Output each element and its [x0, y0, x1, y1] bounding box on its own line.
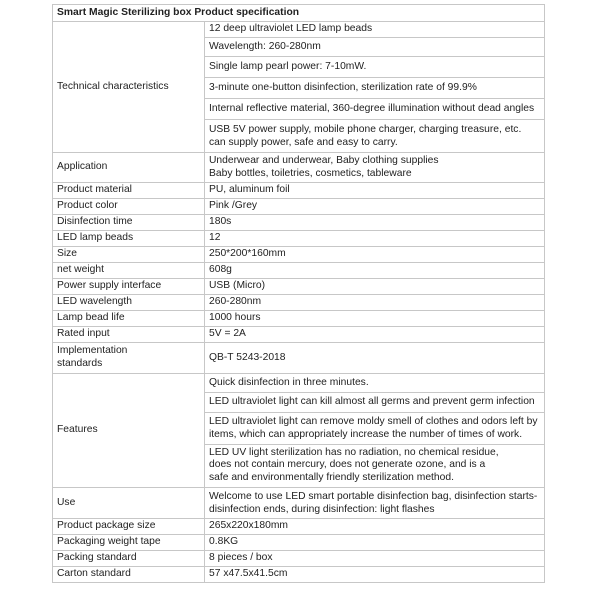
row-value: USB (Micro) [205, 279, 545, 295]
row-label: net weight [53, 263, 205, 279]
row-label: LED wavelength [53, 295, 205, 311]
row-value: 250*200*160mm [205, 247, 545, 263]
features-label: Features [53, 374, 205, 488]
table-row [53, 311, 545, 327]
features-values [205, 374, 545, 488]
table-row [53, 231, 545, 247]
features-value: Quick disinfection in three minutes. [209, 376, 369, 388]
table-row [53, 263, 545, 279]
row-value: PU, aluminum foil [205, 183, 545, 199]
row-application [53, 153, 545, 183]
table-row [53, 327, 545, 343]
table-row [53, 199, 545, 215]
row-value: Pink /Grey [205, 199, 545, 215]
features-value: LED ultraviolet light can remove moldy smell of clothes and odors left by items, which can appropriately increase the number of times of work. [205, 412, 544, 444]
row-value: 5V = 2A [205, 327, 545, 343]
row-value: 8 pieces / box [205, 551, 545, 567]
row-label: LED lamp beads [53, 231, 205, 247]
application-values [205, 153, 545, 183]
use-label: Use [53, 488, 205, 519]
technical-value: 3-minute one-button disinfection, sterilization rate of 99.9% [205, 77, 544, 98]
row-label: Packaging weight tape [53, 535, 205, 551]
application-value: Underwear and underwear, Baby clothing supplies [209, 154, 439, 166]
technical-label: Technical characteristics [53, 22, 205, 153]
row-label: Disinfection time [53, 215, 205, 231]
application-label: Application [53, 153, 205, 183]
row-use [53, 488, 545, 519]
table-row [53, 567, 545, 583]
table-row [53, 519, 545, 535]
row-label: Carton standard [53, 567, 205, 583]
row-label: Product package size [53, 519, 205, 535]
table-row [53, 295, 545, 311]
row-value: 608g [205, 263, 545, 279]
technical-value: 12 deep ultraviolet LED lamp beads [209, 23, 373, 34]
features-value: LED ultraviolet light can kill almost all germs and prevent germ infection [205, 392, 544, 412]
spec-table [52, 4, 545, 583]
technical-value: Wavelength: 260-280nm [205, 37, 544, 56]
technical-value: USB 5V power supply, mobile phone charger, charging treasure, etc. can supply power, safe and easy to carry. [205, 119, 544, 152]
technical-value: Internal reflective material, 360-degree illumination without dead angles [205, 98, 544, 119]
implementation-value: QB-T 5243-2018 [205, 343, 545, 374]
row-implementation [53, 343, 545, 374]
row-value: 260-280nm [205, 295, 545, 311]
row-value: 57 x47.5x41.5cm [205, 567, 545, 583]
row-label: Rated input [53, 327, 205, 343]
table-row [53, 215, 545, 231]
row-value: 1000 hours [205, 311, 545, 327]
row-label: Size [53, 247, 205, 263]
row-label: Product material [53, 183, 205, 199]
table-row [53, 535, 545, 551]
row-features [53, 374, 545, 488]
application-value: Baby bottles, toiletries, cosmetics, tableware [209, 167, 412, 179]
row-value: 12 [205, 231, 545, 247]
table-row [53, 551, 545, 567]
implementation-label: Implementation standards [53, 343, 205, 374]
title-row [53, 5, 545, 22]
table-row [53, 279, 545, 295]
row-label: Power supply interface [53, 279, 205, 295]
row-label: Product color [53, 199, 205, 215]
technical-value: Single lamp pearl power: 7-10mW. [205, 56, 544, 77]
use-value: Welcome to use LED smart portable disinfection bag, disinfection starts- disinfection ends, during disinfection: light flashes [205, 488, 545, 519]
table-row [53, 247, 545, 263]
row-value: 180s [205, 215, 545, 231]
table-title: Smart Magic Sterilizing box Product specification [53, 5, 545, 22]
row-value: 265x220x180mm [205, 519, 545, 535]
row-technical [53, 22, 545, 153]
technical-values [205, 22, 545, 153]
row-value: 0.8KG [205, 535, 545, 551]
features-value: LED UV light sterilization has no radiation, no chemical residue, does not contain mercury, does not generate ozone, and is a safe and environmentally friendly sterilization method. [205, 444, 544, 487]
table-row [53, 183, 545, 199]
row-label: Packing standard [53, 551, 205, 567]
row-label: Lamp bead life [53, 311, 205, 327]
